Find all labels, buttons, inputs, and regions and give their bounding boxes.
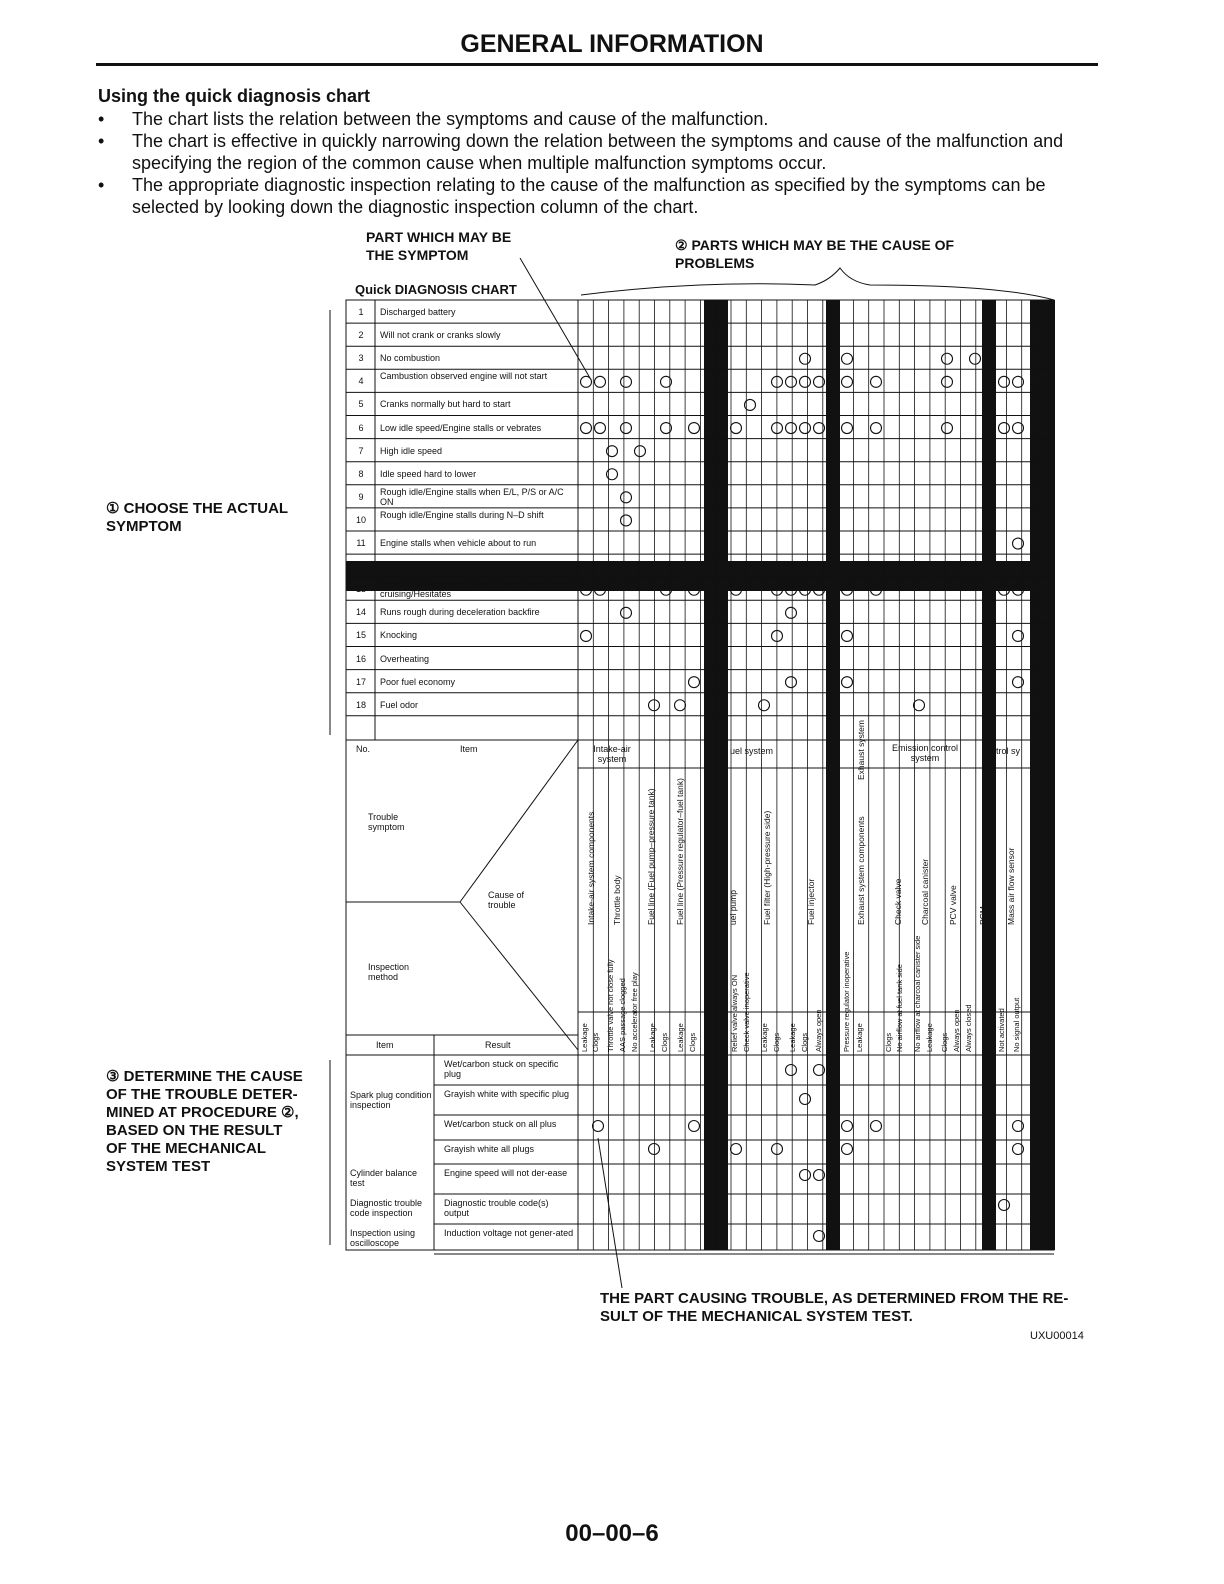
inspection-mark xyxy=(689,1121,700,1132)
relation-mark xyxy=(581,630,592,641)
cause-label: Leakage xyxy=(788,1023,797,1052)
part-label: PCM xyxy=(978,906,988,925)
relation-mark xyxy=(607,469,618,480)
relation-mark xyxy=(635,446,646,457)
item2-label: Item xyxy=(376,1040,394,1050)
callout-parts-cause: ② PARTS WHICH MAY BE THE CAUSE OF PROBLEMS xyxy=(675,237,955,271)
cause-label: AAS passage clogged xyxy=(618,978,627,1052)
cause-label: Leakage xyxy=(580,1023,589,1052)
inspection-mark xyxy=(842,1121,853,1132)
relation-mark xyxy=(871,376,882,387)
callout-part-symptom: PART WHICH MAY BE THE SYMPTOM xyxy=(366,229,512,263)
cause-label: Leakage xyxy=(676,1023,685,1052)
symptom-text: Fuel odor xyxy=(380,699,419,710)
cause-label: Clogs xyxy=(591,1032,600,1052)
inspection-item: Diagnostic trouble code inspection xyxy=(350,1198,423,1218)
symptom-text: Overheating xyxy=(380,653,430,664)
cause-label: Leakage xyxy=(855,1023,864,1052)
inspection-result: Engine speed will not der-ease xyxy=(444,1168,568,1178)
part-label: Charcoal canister xyxy=(920,858,930,925)
relation-mark xyxy=(786,376,797,387)
symptom-no: 14 xyxy=(355,607,366,618)
section-title: Using the quick diagnosis chart xyxy=(98,86,371,106)
relation-mark xyxy=(689,677,700,688)
symptom-no: 13 xyxy=(355,584,366,595)
symptom-text: Idle speed hard to lower xyxy=(380,468,477,479)
inspection-result: Diagnostic trouble code(s) output xyxy=(444,1198,549,1218)
symptom-text: Engine stalls when vehicle about to run xyxy=(380,538,537,548)
inspection-method-label: Inspection method xyxy=(368,962,410,982)
symptom-no: 4 xyxy=(358,376,364,387)
inspection-result: Induction voltage not gener-ated xyxy=(444,1228,574,1238)
page-header-title: GENERAL INFORMATION xyxy=(460,30,764,58)
inspection-mark xyxy=(999,1200,1010,1211)
relation-mark xyxy=(786,677,797,688)
inspection-result: Grayish white with specific plug xyxy=(444,1089,570,1099)
group-control: trol sy xyxy=(996,746,1021,756)
no-label: No. xyxy=(356,744,371,754)
part-label: Throttle body xyxy=(612,875,622,925)
relation-mark xyxy=(942,376,953,387)
relation-mark xyxy=(595,376,606,387)
part-label: Fuel injector xyxy=(806,878,816,925)
page-number: 00–00–6 xyxy=(565,1520,659,1547)
relation-mark xyxy=(786,423,797,434)
cause-of-trouble-label: Cause of trouble xyxy=(488,890,525,910)
relation-mark xyxy=(731,423,742,434)
cause-label: Leakage xyxy=(760,1023,769,1052)
symptom-no: 8 xyxy=(358,468,364,479)
relation-mark xyxy=(970,353,981,364)
part-label: Mass air flow sensor xyxy=(1006,847,1016,925)
relation-mark xyxy=(675,700,686,711)
part-label: PCV valve xyxy=(948,885,958,925)
part-label: Check valve xyxy=(893,878,903,925)
cause-label: Clogs xyxy=(800,1032,809,1052)
relation-mark xyxy=(800,376,811,387)
relation-mark xyxy=(800,423,811,434)
cause-label: Clogs xyxy=(688,1032,697,1052)
relation-mark xyxy=(871,423,882,434)
relation-mark xyxy=(842,423,853,434)
callout-choose-symptom: ① CHOOSE THE ACTUAL SYMPTOM xyxy=(106,500,288,535)
part-label: Exhaust system components xyxy=(856,816,866,925)
symptom-no: 1 xyxy=(358,307,364,317)
relation-mark xyxy=(914,700,925,711)
relation-mark xyxy=(649,700,660,711)
relation-mark xyxy=(621,607,632,618)
symptom-text: Cranks normally but hard to start xyxy=(380,399,511,410)
cause-label: Check valve inoperative xyxy=(742,972,751,1052)
symptom-no: 9 xyxy=(358,491,364,502)
relation-mark xyxy=(999,423,1010,434)
group-exhaust: Exhaust system xyxy=(856,720,866,780)
item-label: Item xyxy=(460,744,478,754)
part-label: Fuel line (Fuel pump–pressure tank) xyxy=(646,788,656,925)
part-label: Fuel line (Pressure regulator–fuel tank) xyxy=(675,778,685,925)
cause-label: Clogs xyxy=(772,1032,781,1052)
symptom-text: No combustion xyxy=(380,353,441,364)
relation-mark xyxy=(581,376,592,387)
relation-mark xyxy=(759,700,770,711)
relation-mark xyxy=(621,492,632,503)
symptom-no: 15 xyxy=(355,630,366,641)
inspection-mark xyxy=(800,1170,811,1181)
inspection-result: Wet/carbon stuck on all plus xyxy=(444,1119,557,1129)
symptom-text: High idle speed xyxy=(380,445,443,456)
relation-mark xyxy=(842,353,853,364)
relation-mark xyxy=(689,423,700,434)
symptom-text: Knocking xyxy=(380,630,418,641)
symptom-text: Low idle speed/Engine stalls or vebrates xyxy=(380,422,542,433)
symptom-no: 7 xyxy=(358,445,364,456)
symptom-text: Rough idle/Engine stalls when E/L, P/S or A/C ON xyxy=(380,486,564,507)
symptom-no: 5 xyxy=(358,399,364,410)
relation-mark xyxy=(942,353,953,364)
part-label: uel pump xyxy=(728,890,738,925)
cause-label: Not activated xyxy=(997,1008,1006,1052)
relation-mark xyxy=(999,376,1010,387)
symptom-no: 3 xyxy=(358,353,364,364)
inspection-mark xyxy=(649,1144,660,1155)
cause-label: No airflow at charcoal canister side xyxy=(913,935,922,1052)
inspection-mark xyxy=(731,1144,742,1155)
symptom-text: Runs rough during deceleration backfire xyxy=(380,607,540,618)
symptom-no: 18 xyxy=(355,699,366,710)
inspection-item: Cylinder balance test xyxy=(350,1168,418,1188)
shade-band-3 xyxy=(982,300,996,1250)
relation-mark xyxy=(595,423,606,434)
symptom-text: Rough idle/Engine stalls during N–D shift xyxy=(380,509,544,520)
cause-label: Throttle valve not close fully xyxy=(606,959,615,1052)
symptom-no: 6 xyxy=(358,422,364,433)
part-label: Intake-air system components xyxy=(586,811,596,925)
inspection-mark xyxy=(593,1121,604,1132)
symptom-no: 17 xyxy=(355,676,366,687)
callout-determine-cause: ③ DETERMINE THE CAUSE OF THE TROUBLE DETER-MINED AT PROCEDURE ②, BASED ON THE RESULT OF THE MECHANICAL SYSTEM TEST xyxy=(106,1068,303,1175)
cause-label: Leakage xyxy=(648,1023,657,1052)
symptom-no: 2 xyxy=(358,330,364,341)
callout-result: THE PART CAUSING TROUBLE, AS DETERMINED FROM THE RE-SULT OF THE MECHANICAL SYSTEM TEST. xyxy=(600,1290,1069,1325)
relation-mark xyxy=(842,376,853,387)
symptom-text: Discharged battery xyxy=(380,307,456,317)
inspection-item: Inspection using oscilloscope xyxy=(350,1228,416,1248)
relation-mark xyxy=(621,515,632,526)
symptom-no: 10 xyxy=(355,514,366,525)
cause-label: Always open xyxy=(814,1009,823,1052)
cause-label: Clogs xyxy=(884,1032,893,1052)
relation-mark xyxy=(800,353,811,364)
inspection-result: Grayish white all plugs xyxy=(444,1144,535,1154)
group-fuel: uel system xyxy=(730,746,774,756)
cause-label: Pressure regulator inoperative xyxy=(842,951,851,1052)
symptom-text: Cambustion observed engine will not start xyxy=(380,371,548,382)
shade-band-4 xyxy=(1030,300,1055,1250)
relation-mark xyxy=(942,423,953,434)
trouble-symptom-label: Trouble symptom xyxy=(368,812,405,832)
symptom-text: Will not crank or cranks slowly xyxy=(380,330,501,341)
figure-code: UXU00014 xyxy=(1030,1330,1084,1342)
relation-mark xyxy=(842,677,853,688)
relation-mark xyxy=(786,607,797,618)
symptom-text: Poor acceleration/Insufficient power surges while cruising/Hesitates xyxy=(380,579,575,600)
symptom-no: 16 xyxy=(355,653,366,664)
cause-label: Clogs xyxy=(660,1032,669,1052)
symptom-no: 11 xyxy=(356,538,366,548)
cause-label: Relief valve always ON xyxy=(730,974,739,1052)
cause-label: Always closed xyxy=(964,1004,973,1052)
inspection-mark xyxy=(786,1065,797,1076)
cause-label: Leakage xyxy=(925,1023,934,1052)
inspection-mark xyxy=(842,1144,853,1155)
group-emission: Emission control system xyxy=(891,743,959,763)
symptom-text: Poor fuel economy xyxy=(380,676,456,687)
relation-mark xyxy=(842,630,853,641)
cause-label: Always open xyxy=(952,1009,961,1052)
cause-label: No signal output xyxy=(1012,997,1021,1052)
part-label: Fuel filter (High-pressure side) xyxy=(762,810,772,925)
relation-mark xyxy=(621,423,632,434)
inspection-result: Wet/carbon stuck on specific plug xyxy=(444,1059,559,1079)
cause-label: No accelerator free play xyxy=(630,972,639,1052)
inspection-mark xyxy=(871,1121,882,1132)
relation-mark xyxy=(607,446,618,457)
inspection-item: Spark plug condition inspection xyxy=(350,1090,432,1110)
group-intake: Intake-air system xyxy=(593,744,631,764)
inspection-mark xyxy=(800,1094,811,1105)
relation-mark xyxy=(621,376,632,387)
chart-title: Quick DIAGNOSIS CHART xyxy=(355,282,517,297)
relation-mark xyxy=(581,423,592,434)
cause-label: Clogs xyxy=(940,1032,949,1052)
cause-label: No airflow at fuel tank side xyxy=(895,964,904,1052)
result-label: Result xyxy=(485,1040,511,1050)
